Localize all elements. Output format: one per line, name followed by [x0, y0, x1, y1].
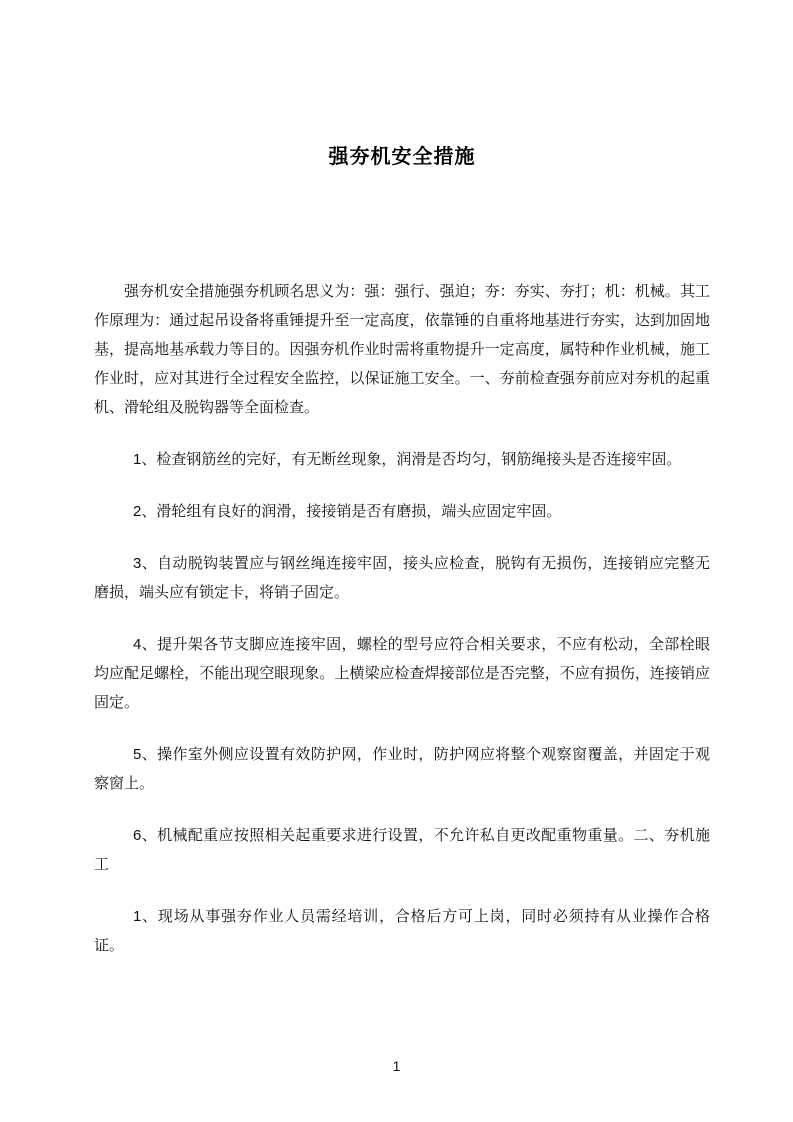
- page-number: 1: [392, 1058, 401, 1074]
- paragraph-item-1: 1、检查钢筋丝的完好，有无断丝现象，润滑是否均匀，钢筋绳接头是否连接牢固。: [133, 451, 682, 468]
- document-body: [94, 277, 710, 960]
- paragraph-intro: 强夯机安全措施强夯机顾名思义为：强：强行、强迫；夯：夯实、夯打；机：机械。其工作原理为：通过起吊设备将重锤提升至一定高度，依靠锤的自重将地基进行夯实，达到加固地基，提高地基承载力等目的。因强夯机作业时需将重物提升一定高度，属特种作业机械，施工作业时，应对其进行全过程安全监控，以保证施工安全。一、夯前检查强夯前应对夯机的起重机、滑轮组及脱钩器等全面检查。: [94, 283, 710, 416]
- paragraph-item-5: 5、操作室外侧应设置有效防护网，作业时，防护网应将整个观察窗覆盖，并固定于观察窗上。: [94, 746, 710, 792]
- paragraph-item-3: 3、自动脱钩装置应与钢丝绳连接牢固，接头应检查，脱钩有无损伤，连接销应完整无磨损，端头应有锁定卡，将销子固定。: [94, 555, 710, 601]
- paragraph-item-4: 4、提升架各节支脚应连接牢固，螺栓的型号应符合相关要求，不应有松动，全部栓眼均应配足螺栓，不能出现空眼现象。上横梁应检查焊接部位是否完整，不应有损伤，连接销应固定。: [94, 636, 710, 711]
- paragraph-item-7: 1、现场从事强夯作业人员需经培训，合格后方可上岗，同时必须持有从业操作合格证。: [94, 908, 710, 954]
- paragraph-item-6: 6、机械配重应按照相关起重要求进行设置，不允许私自更改配重物重量。二、夯机施工: [94, 827, 710, 873]
- paragraph-item-2: 2、滑轮组有良好的润滑，接接销是否有磨损，端头应固定牢固。: [133, 503, 562, 520]
- page-title: 强夯机安全措施: [328, 146, 476, 168]
